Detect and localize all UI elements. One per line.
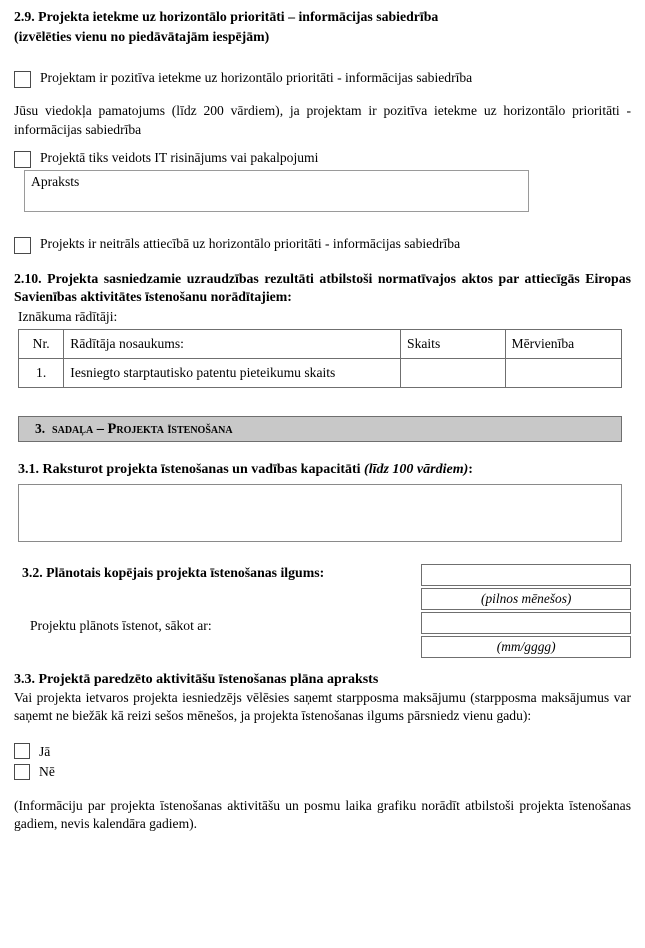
table-cell-unit[interactable] [505,359,621,388]
checkbox-yes[interactable] [14,743,30,759]
table-cell-count[interactable] [401,359,506,388]
question-3-2-label: 3.2. Plānotais kopējais projekta īstenošanas ilgums: [22,565,325,581]
question-3-3-label: 3.3. Projektā paredzēto aktivitāšu īstenošanas plāna apraksts [14,672,379,688]
description-textbox[interactable]: Apraksts [24,170,529,212]
option-positive-impact-row[interactable] [14,69,631,88]
section-3-banner [18,416,622,442]
start-date-input[interactable] [421,612,631,634]
question-3-1-label: 3.1. Raksturot projekta īstenošanas un vadības kapacitāti [18,462,361,478]
question-2-9-heading-line2: (izvēlēties vienu no piedāvātajām iespējām) [14,29,270,45]
answer-yes-label: Jā [39,743,51,759]
answer-no-label: Nē [39,764,55,780]
option-neutral-impact-row[interactable] [14,235,631,254]
option-it-solution-label: Projektā tiks veidots IT risinājums vai pakalpojumi [40,149,319,165]
section-3-title: sadaļa – Projekta īstenošana [52,420,233,437]
question-2-9-heading-line1: 2.9. Projekta ietekme uz horizontālo prioritāti – informācijas sabiedrība [14,9,439,24]
checkbox-it-solution[interactable] [14,151,31,168]
answer-yes-row[interactable] [14,743,631,761]
table-header-count: Skaits [401,330,506,359]
question-3-2-block [14,564,631,658]
checkbox-no[interactable] [14,764,30,780]
question-3-2-left [14,564,421,634]
start-date-format-hint: (mm/gggg) [421,636,631,658]
checkbox-neutral-impact[interactable] [14,237,31,254]
question-3-2-start-label: Projektu plānots īstenot, sākot ar: [30,618,212,634]
answer-no-row[interactable] [14,763,631,781]
duration-input[interactable] [421,564,631,586]
section-3-number: 3. [35,421,46,437]
table-header-row [19,330,622,359]
question-3-1-row [14,462,631,478]
table-header-nr: Nr. [19,330,64,359]
question-3-1-textarea[interactable] [18,484,622,542]
question-3-3-question: Vai projekta ietvaros projekta iesniedzējs vēlēsies saņemt starpposma maksājumu (starpposma maksājumus var saņemt ne biežāk kā reizi sešos mēnešos, ja projekta īstenošanas ilgums pārsniedz vienu gadu): [14,690,631,724]
question-3-1-hint: (līdz 100 vārdiem) [364,462,469,478]
checkbox-positive-impact[interactable] [14,71,31,88]
option-neutral-impact-label: Projekts ir neitrāls attiecībā uz horizontālo prioritāti - informācijas sabiedrība [40,235,461,251]
question-3-1-colon: : [468,462,473,478]
option-positive-impact-label: Projektam ir pozitīva ietekme uz horizontālo prioritāti - informācijas sabiedrība [40,70,473,86]
option-it-solution-row[interactable] [14,149,631,168]
question-3-3-note: (Informāciju par projekta īstenošanas aktivitāšu un posmu laika grafiku norādīt atbilstoši projekta īstenošanas gadiem, nevis kalendāra gadiem). [14,797,631,832]
table-header-unit: Mērvienība [505,330,621,359]
table-cell-nr: 1. [19,359,64,388]
justification-text: Jūsu viedokļa pamatojums (līdz 200 vārdiem), ja projektam ir pozitīva ietekme uz horizontālo prioritāti - informācijas sabiedrība [14,103,631,137]
question-2-10-subtitle: Iznākuma rādītāji: [18,309,118,325]
question-2-10-heading: 2.10. Projekta sasniedzamie uzraudzības rezultāti atbilstoši normatīvajos aktos par attiecīgās Eiropas Savienības aktivitātes īstenošanu norādītajiem: [14,270,631,305]
table-cell-indicator-name: Iesniegto starptautisko patentu pieteikumu skaits [64,359,401,388]
table-header-indicator-name: Rādītāja nosaukums: [64,330,401,359]
question-3-2-right [421,564,631,658]
duration-unit-hint: (pilnos mēnešos) [421,588,631,610]
results-table [18,329,622,388]
table-row [19,359,622,388]
